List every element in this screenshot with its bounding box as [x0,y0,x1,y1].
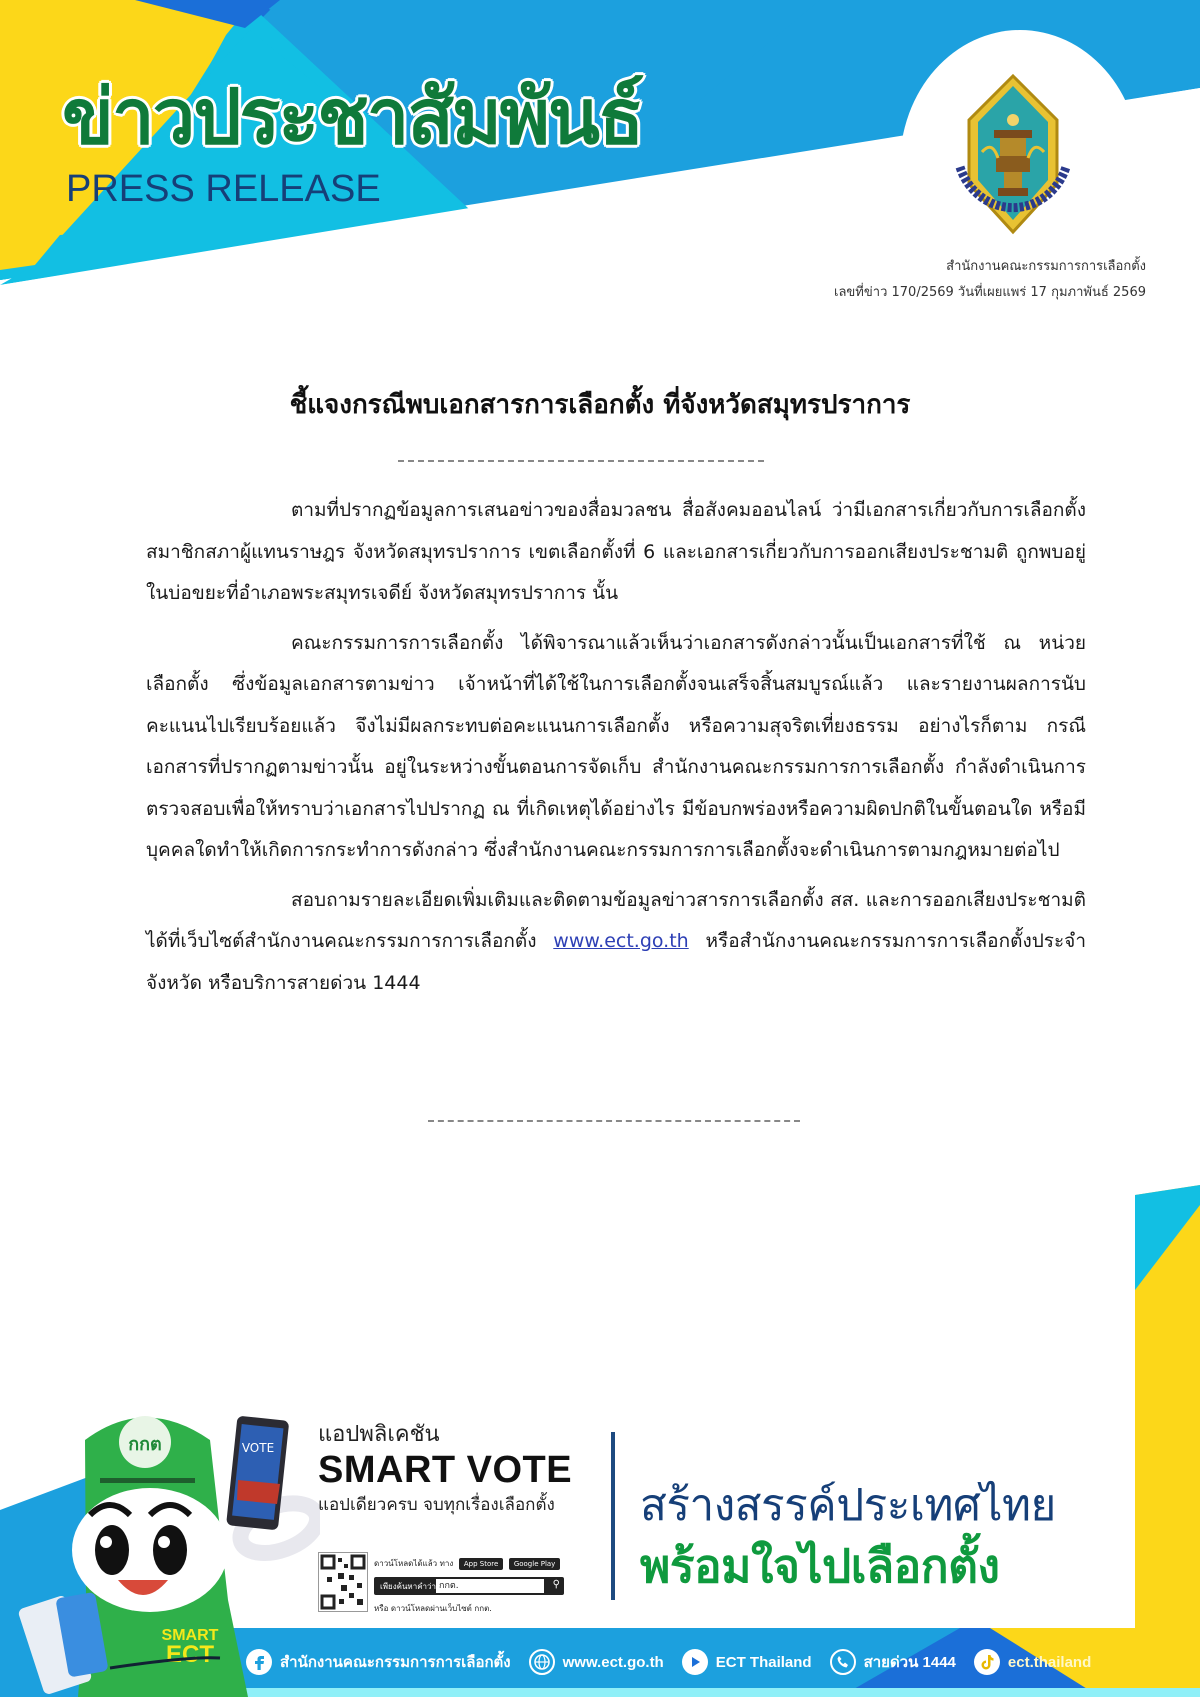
release-number-date: เลขที่ข่าว 170/2569 วันที่เผยแพร่ 17 กุมภาพันธ์ 2569 [834,285,1146,300]
mascot-label-ect: ECT [166,1641,214,1668]
footer-website-label: www.ect.go.th [562,1653,664,1671]
footer-youtube-label: ECT Thailand [715,1653,812,1671]
footer-facebook-label: สำนักงานคณะกรรมการการเลือกตั้ง [280,1654,511,1671]
mascot-badge-text: กกต [128,1434,162,1455]
footer-tiktok[interactable] [974,1649,1091,1675]
globe-icon [529,1649,555,1675]
app-store-badge[interactable]: App Store [459,1558,503,1570]
footer-hotline-label: สายด่วน 1444 [863,1654,956,1671]
paragraph-2: คณะกรรมการการเลือกตั้ง ได้พิจารณาแล้วเห็นว่าเอกสารดังกล่าวนั้นเป็นเอกสารที่ใช้ ณ หน่วยเลือกตั้ง ซึ่งข้อมูลเอกสารตามข่าว เจ้าหน้าที่ได้ใช้ในการเลือกตั้งจนเสร็จสิ้นสมบูรณ์แล้ว และรายงานผลการนับคะแนนไปเรียบร้อยแล้ว จึงไม่มีผลกระทบต่อคะแนนการเลือกตั้ง หรือความสุจริตเที่ยงธรรม อย่างไรก็ตาม กรณีเอกสารที่ปรากฏตามข่าวนั้น อยู่ในระหว่างขั้นตอนการจัดเก็บ สำนักงานคณะกรรมการการเลือกตั้ง กำลังดำเนินการตรวจสอบเพื่อให้ทราบว่าเอกสารไปปรากฏ ณ ที่เกิดเหตุได้อย่างไร มีข้อบกพร่องหรือความผิดปกติในขั้นตอนใด หรือมีบุคคลใดทำให้เกิดการกระทำการดังกล่าว ซึ่งสำนักงานคณะกรรมการการเลือกตั้งจะดำเนินการตามกฎหมายต่อไป [146,631,1086,861]
ect-emblem-icon [952,72,1074,262]
qr-code-icon [319,1553,367,1611]
closing-text-before: สอบถามรายละเอียดเพิ่มเติมและติดตามข้อมูลข่าวสารการเลือกตั้ง สส. และการออกเสียงประชามติ ได้ที่เว็บไซต์สำนักงานคณะกรรมการการเลือกตั้ง [146,888,1086,952]
download-label: ดาวน์โหลดได้แล้ว ทาง [374,1559,454,1568]
divider-top [398,460,764,462]
footer-tiktok-label: ect.thailand [1007,1653,1092,1671]
facebook-icon [246,1649,272,1675]
footer-website[interactable] [529,1649,664,1675]
release-meta [834,254,1146,306]
search-keyword-field: กกต. [436,1579,544,1593]
app-prefix: แอปพลิเคชัน [318,1422,440,1447]
paragraph-3 [146,880,1086,1005]
header-title-english: PRESS RELEASE [66,168,381,210]
slogan-line-2: พร้อมใจไปเลือกตั้ง [640,1539,1000,1593]
header-title-thai: ข่าวประชาสัมพันธ์ [62,72,643,161]
ect-website-link[interactable]: www.ect.go.th [553,930,689,952]
slogan-line-1: สร้างสรรค์ประเทศไทย [640,1480,1056,1531]
closing-text-after: หรือสำนักงานคณะกรรมการการเลือกตั้งประจำจังหวัด หรือบริการสายด่วน 1444 [146,930,1086,994]
web-download-text: หรือ ดาวน์โหลดผ่านเว็บไซต์ กกต. [374,1604,492,1613]
phone-screen-text: VOTE [241,1441,275,1455]
smart-vote-promo [318,1420,618,1520]
mascot-label-smart: SMART [161,1627,219,1644]
tiktok-icon [974,1649,1000,1675]
app-search-bar [374,1577,564,1595]
footer-hotline[interactable] [830,1649,956,1675]
youtube-play-icon [682,1649,708,1675]
footer-youtube[interactable] [682,1649,812,1675]
ect-logo [952,72,1074,262]
app-tagline: แอปเดียวครบ จบทุกเรื่องเลือกตั้ง [318,1495,555,1515]
download-row [374,1557,560,1570]
document-title: ชี้แจงกรณีพบเอกสารการเลือกตั้ง ที่จังหวัดสมุทรปราการ [289,390,911,420]
document-body [146,490,1086,1012]
phone-icon [830,1649,856,1675]
footer-facebook[interactable] [246,1649,511,1675]
qr-code[interactable] [318,1552,368,1612]
google-play-badge[interactable]: Google Play [509,1558,561,1570]
agency-name: สำนักงานคณะกรรมการการเลือกตั้ง [946,259,1146,274]
search-icon: ⚲ [552,1579,560,1590]
divider-bottom [428,1120,800,1122]
app-name: SMART VOTE [318,1449,573,1491]
search-label: เพียงค้นหาคำว่า [380,1582,437,1591]
paragraph-1: ตามที่ปรากฏข้อมูลการเสนอข่าวของสื่อมวลชน สื่อสังคมออนไลน์ ว่ามีเอกสารเกี่ยวกับการเลือกตั้งสมาชิกสภาผู้แทนราษฎร จังหวัดสมุทรปราการ เขตเลือกตั้งที่ 6 และเอกสารเกี่ยวกับการออกเสียงประชามติ ถูกพบอยู่ในบ่อขยะที่อำเภอพระสมุทรเจดีย์ จังหวัดสมุทรปราการ นั้น [146,499,1086,604]
slogan-divider [611,1432,615,1600]
footer-contacts [246,1646,1099,1678]
